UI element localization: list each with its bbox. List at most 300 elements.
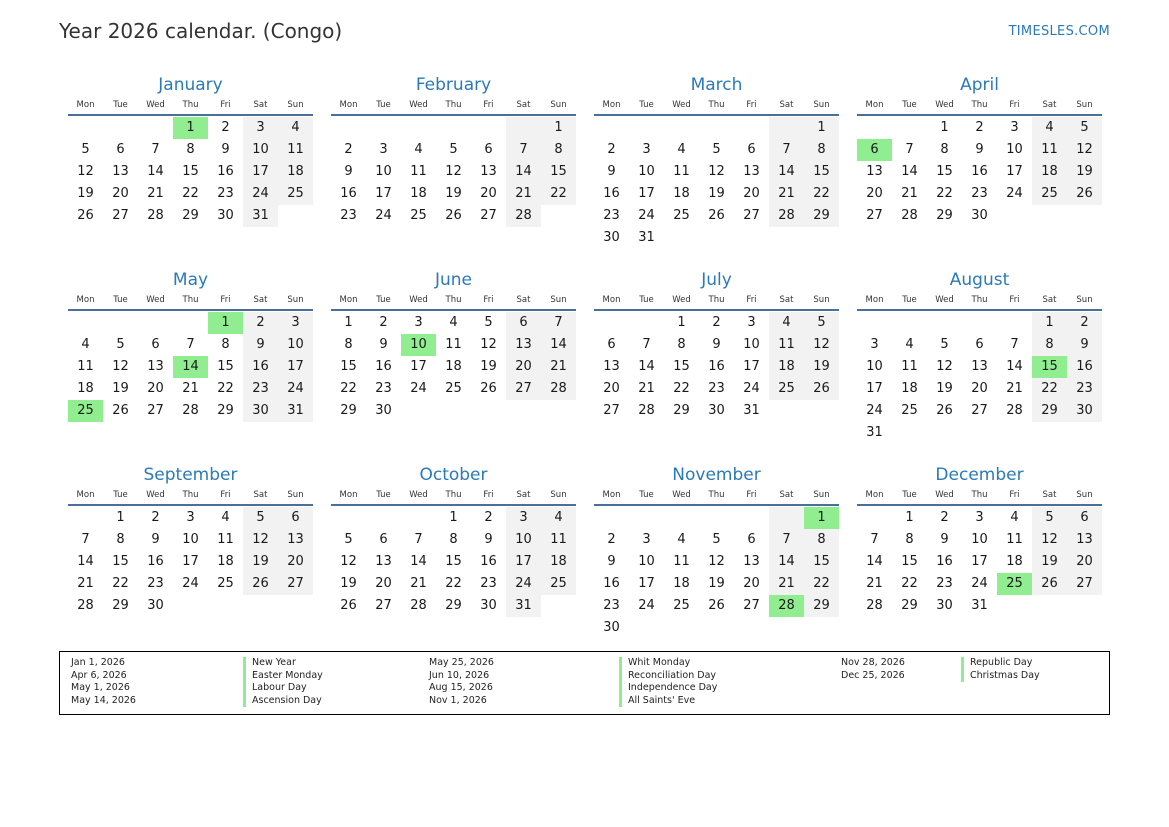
day-cell: 24 [743, 381, 760, 396]
legend-date-column [71, 657, 136, 707]
day-cell: 22 [340, 381, 357, 396]
day-cell: 30 [480, 598, 497, 613]
day-cell: 16 [603, 186, 620, 201]
weekday-header [857, 489, 1102, 506]
day-cell: 19 [340, 576, 357, 591]
day-cell: 15 [541, 161, 576, 183]
empty-cell [734, 117, 769, 139]
day-cell: 20 [112, 186, 129, 201]
day-cell: 6 [151, 337, 160, 352]
empty-cell [629, 312, 664, 334]
day-cell: 20 [480, 186, 497, 201]
day-cell: 7 [769, 139, 804, 161]
weekday-label: Sun [550, 295, 567, 305]
day-cell: 28 [410, 598, 427, 613]
day-cell: 25 [769, 378, 804, 400]
weekday-label: Sun [813, 295, 830, 305]
day-cell: 29 [804, 595, 839, 617]
month-title: November [672, 465, 761, 485]
weekday-label: Sat [779, 100, 794, 110]
day-cell: 31 [971, 598, 988, 613]
day-cell: 13 [278, 529, 313, 551]
day-cell: 24 [243, 183, 278, 205]
day-cell: 2 [379, 315, 388, 330]
day-cell: 28 [541, 378, 576, 400]
weekday-label: Sun [287, 100, 304, 110]
day-cell: 10 [243, 139, 278, 161]
day-cell: 3 [278, 312, 313, 334]
day-cell: 30 [708, 403, 725, 418]
month-title: December [935, 465, 1024, 485]
empty-cell [769, 507, 804, 529]
day-cell: 14 [901, 164, 918, 179]
day-cell: 14 [77, 554, 94, 569]
holiday-date: Apr 6, 2026 [71, 669, 127, 681]
month-title: April [960, 75, 999, 95]
day-cell: 15 [182, 164, 199, 179]
day-cell: 10 [743, 337, 760, 352]
weekday-label: Tue [639, 100, 654, 110]
day-cell: 27 [743, 598, 760, 613]
month-october [331, 464, 576, 659]
weekday-label: Wed [935, 490, 954, 500]
day-cell: 9 [975, 142, 984, 157]
day-cell: 11 [769, 334, 804, 356]
day-cell: 20 [743, 576, 760, 591]
day-cell: 9 [151, 532, 160, 547]
day-cell: 21 [901, 186, 918, 201]
day-cell: 31 [866, 425, 883, 440]
day-cell: 4 [449, 315, 458, 330]
holiday-day-cell: 25 [997, 573, 1032, 595]
weekday-label: Thu [971, 100, 988, 110]
page-title: Year 2026 calendar. (Congo) [59, 19, 343, 43]
day-cell: 10 [375, 164, 392, 179]
day-cell: 11 [673, 164, 690, 179]
day-cell: 18 [410, 186, 427, 201]
day-cell: 30 [147, 598, 164, 613]
weekday-label: Fri [1009, 100, 1020, 110]
day-cell: 13 [603, 359, 620, 374]
month-august [857, 269, 1102, 464]
day-cell: 30 [217, 208, 234, 223]
day-cell: 28 [182, 403, 199, 418]
day-cell: 29 [804, 205, 839, 227]
day-cell: 29 [901, 598, 918, 613]
weekday-label: Sat [516, 295, 531, 305]
day-cell: 6 [506, 312, 541, 334]
weekday-label: Wed [935, 295, 954, 305]
day-cell: 14 [506, 161, 541, 183]
day-cell: 24 [866, 403, 883, 418]
day-cell: 21 [182, 381, 199, 396]
day-cell: 11 [410, 164, 427, 179]
holiday-name: Reconciliation Day [619, 670, 717, 683]
day-cell: 5 [484, 315, 493, 330]
empty-cell [629, 507, 664, 529]
day-cell: 5 [804, 312, 839, 334]
day-grid [857, 312, 1102, 444]
day-cell: 10 [866, 359, 883, 374]
empty-cell [366, 507, 401, 529]
day-cell: 26 [77, 208, 94, 223]
weekday-label: Tue [639, 295, 654, 305]
day-cell: 21 [1006, 381, 1023, 396]
day-cell: 19 [1067, 161, 1102, 183]
weekday-label: Sat [779, 490, 794, 500]
weekday-label: Tue [113, 490, 128, 500]
weekday-label: Wed [672, 100, 691, 110]
day-cell: 8 [186, 142, 195, 157]
day-cell: 9 [607, 554, 616, 569]
day-cell: 11 [445, 337, 462, 352]
weekday-label: Sat [253, 295, 268, 305]
calendar-grid [68, 74, 1102, 659]
holiday-name: Easter Monday [243, 670, 323, 683]
day-cell: 26 [1032, 573, 1067, 595]
empty-cell [401, 117, 436, 139]
day-cell: 22 [217, 381, 234, 396]
empty-cell [664, 117, 699, 139]
day-cell: 4 [677, 532, 686, 547]
month-title: January [158, 75, 223, 95]
day-cell: 16 [217, 164, 234, 179]
month-title: July [701, 270, 732, 290]
day-cell: 4 [541, 507, 576, 529]
day-cell: 5 [1067, 117, 1102, 139]
day-cell: 19 [804, 356, 839, 378]
day-cell: 16 [375, 359, 392, 374]
day-cell: 8 [541, 139, 576, 161]
day-cell: 25 [217, 576, 234, 591]
day-cell: 11 [901, 359, 918, 374]
weekday-label: Thu [708, 100, 725, 110]
day-cell: 22 [541, 183, 576, 205]
day-cell: 20 [603, 381, 620, 396]
day-cell: 4 [905, 337, 914, 352]
day-cell: 27 [278, 573, 313, 595]
day-cell: 24 [638, 598, 655, 613]
day-cell: 6 [379, 532, 388, 547]
month-june [331, 269, 576, 464]
day-cell: 23 [340, 208, 357, 223]
holiday-day-cell: 1 [804, 507, 839, 529]
empty-cell [436, 117, 471, 139]
day-cell: 23 [1067, 378, 1102, 400]
day-cell: 18 [541, 551, 576, 573]
legend-date-column [429, 657, 494, 707]
day-cell: 22 [673, 381, 690, 396]
weekday-label: Mon [602, 490, 621, 500]
day-cell: 23 [243, 378, 278, 400]
day-cell: 16 [708, 359, 725, 374]
weekday-header [594, 99, 839, 116]
day-cell: 27 [866, 208, 883, 223]
day-cell: 12 [445, 164, 462, 179]
day-cell: 20 [375, 576, 392, 591]
day-cell: 2 [484, 510, 493, 525]
day-cell: 3 [379, 142, 388, 157]
month-title: May [172, 270, 209, 290]
day-cell: 1 [905, 510, 914, 525]
holiday-day-cell: 1 [173, 117, 208, 139]
weekday-label: Sat [253, 100, 268, 110]
day-cell: 16 [480, 554, 497, 569]
day-cell: 30 [375, 403, 392, 418]
empty-cell [103, 117, 138, 139]
day-cell: 7 [506, 139, 541, 161]
empty-cell [471, 117, 506, 139]
day-cell: 26 [708, 598, 725, 613]
day-cell: 23 [147, 576, 164, 591]
day-cell: 8 [804, 529, 839, 551]
day-grid [68, 312, 313, 422]
weekday-label: Mon [76, 100, 95, 110]
holiday-day-cell: 6 [857, 139, 892, 161]
day-cell: 8 [449, 532, 458, 547]
day-cell: 15 [340, 359, 357, 374]
day-cell: 5 [449, 142, 458, 157]
empty-cell [699, 507, 734, 529]
day-cell: 27 [743, 208, 760, 223]
month-title: October [419, 465, 488, 485]
weekday-label: Thu [182, 490, 199, 500]
weekday-header [331, 99, 576, 116]
empty-cell [594, 312, 629, 334]
day-cell: 19 [243, 551, 278, 573]
weekday-label: Sat [779, 295, 794, 305]
day-cell: 26 [1067, 183, 1102, 205]
day-cell: 31 [243, 205, 278, 227]
empty-cell [962, 312, 997, 334]
day-cell: 11 [278, 139, 313, 161]
holiday-name: Christmas Day [961, 670, 1040, 683]
weekday-label: Wed [146, 490, 165, 500]
weekday-label: Sat [516, 100, 531, 110]
day-cell: 20 [971, 381, 988, 396]
day-cell: 2 [151, 510, 160, 525]
day-cell: 12 [1032, 529, 1067, 551]
weekday-label: Sat [1042, 295, 1057, 305]
day-grid [68, 507, 313, 617]
day-cell: 14 [769, 161, 804, 183]
day-cell: 5 [712, 532, 721, 547]
day-cell: 12 [77, 164, 94, 179]
day-cell: 1 [344, 315, 353, 330]
day-cell: 31 [506, 595, 541, 617]
holiday-date: Jun 10, 2026 [429, 669, 490, 681]
day-cell: 12 [340, 554, 357, 569]
day-cell: 23 [971, 186, 988, 201]
day-grid [594, 117, 839, 249]
day-cell: 19 [112, 381, 129, 396]
weekday-label: Mon [865, 100, 884, 110]
day-cell: 3 [642, 532, 651, 547]
empty-cell [331, 507, 366, 529]
holiday-legend [59, 651, 1110, 715]
day-cell: 29 [182, 208, 199, 223]
day-cell: 3 [414, 315, 423, 330]
weekday-label: Tue [902, 490, 917, 500]
day-cell: 6 [1067, 507, 1102, 529]
day-cell: 15 [901, 554, 918, 569]
weekday-label: Sat [253, 490, 268, 500]
day-cell: 14 [541, 334, 576, 356]
empty-cell [857, 507, 892, 529]
day-cell: 8 [1032, 334, 1067, 356]
day-cell: 2 [975, 120, 984, 135]
day-cell: 17 [182, 554, 199, 569]
weekday-label: Sun [550, 490, 567, 500]
day-cell: 2 [243, 312, 278, 334]
day-cell: 8 [905, 532, 914, 547]
month-title: September [143, 465, 238, 485]
day-cell: 24 [971, 576, 988, 591]
weekday-label: Mon [865, 295, 884, 305]
day-cell: 14 [769, 551, 804, 573]
weekday-label: Thu [445, 490, 462, 500]
day-cell: 11 [77, 359, 94, 374]
day-cell: 2 [344, 142, 353, 157]
day-cell: 28 [1006, 403, 1023, 418]
empty-cell [892, 312, 927, 334]
holiday-name: Independence Day [619, 682, 717, 695]
day-cell: 1 [940, 120, 949, 135]
day-cell: 18 [217, 554, 234, 569]
day-cell: 2 [607, 532, 616, 547]
day-cell: 22 [1032, 378, 1067, 400]
day-cell: 13 [112, 164, 129, 179]
weekday-label: Thu [708, 490, 725, 500]
weekday-label: Sat [1042, 490, 1057, 500]
day-cell: 29 [217, 403, 234, 418]
day-grid [594, 507, 839, 639]
day-cell: 24 [182, 576, 199, 591]
day-cell: 23 [708, 381, 725, 396]
day-cell: 1 [804, 117, 839, 139]
day-cell: 28 [506, 205, 541, 227]
day-cell: 9 [344, 164, 353, 179]
weekday-label: Fri [746, 490, 757, 500]
day-cell: 7 [1010, 337, 1019, 352]
day-cell: 9 [940, 532, 949, 547]
holiday-date: May 25, 2026 [429, 657, 494, 668]
day-cell: 7 [414, 532, 423, 547]
day-cell: 9 [607, 164, 616, 179]
empty-cell [68, 507, 103, 529]
day-cell: 7 [642, 337, 651, 352]
day-cell: 27 [480, 208, 497, 223]
day-cell: 8 [116, 532, 125, 547]
weekday-label: Tue [902, 100, 917, 110]
day-cell: 13 [1067, 529, 1102, 551]
weekday-label: Tue [113, 295, 128, 305]
day-cell: 24 [506, 573, 541, 595]
day-cell: 19 [480, 359, 497, 374]
day-cell: 21 [541, 356, 576, 378]
day-cell: 17 [743, 359, 760, 374]
day-cell: 23 [603, 598, 620, 613]
day-cell: 1 [1032, 312, 1067, 334]
holiday-day-cell: 10 [401, 334, 436, 356]
day-cell: 4 [278, 117, 313, 139]
day-cell: 3 [506, 507, 541, 529]
day-cell: 17 [375, 186, 392, 201]
day-cell: 23 [603, 208, 620, 223]
day-cell: 30 [603, 620, 620, 635]
day-cell: 28 [866, 598, 883, 613]
day-cell: 4 [1032, 117, 1067, 139]
day-cell: 12 [480, 337, 497, 352]
day-cell: 29 [112, 598, 129, 613]
day-cell: 12 [936, 359, 953, 374]
weekday-label: Wed [146, 295, 165, 305]
day-cell: 22 [901, 576, 918, 591]
day-cell: 27 [506, 378, 541, 400]
month-title: February [415, 75, 492, 95]
day-cell: 25 [673, 208, 690, 223]
day-cell: 11 [541, 529, 576, 551]
legend-name-column [961, 657, 1040, 682]
day-cell: 17 [638, 576, 655, 591]
day-cell: 13 [971, 359, 988, 374]
month-november [594, 464, 839, 659]
day-cell: 17 [1006, 164, 1023, 179]
holiday-day-cell: 28 [769, 595, 804, 617]
day-cell: 29 [445, 598, 462, 613]
weekday-label: Mon [602, 100, 621, 110]
month-july [594, 269, 839, 464]
day-cell: 22 [804, 573, 839, 595]
day-cell: 21 [147, 186, 164, 201]
day-cell: 9 [1067, 334, 1102, 356]
day-cell: 27 [1067, 573, 1102, 595]
holiday-name: Labour Day [243, 682, 323, 695]
site-link[interactable]: TIMESLES.COM [1008, 24, 1110, 39]
weekday-label: Wed [409, 295, 428, 305]
day-cell: 24 [410, 381, 427, 396]
day-cell: 18 [278, 161, 313, 183]
day-cell: 26 [112, 403, 129, 418]
day-cell: 2 [940, 510, 949, 525]
day-cell: 17 [866, 381, 883, 396]
day-cell: 10 [638, 554, 655, 569]
weekday-label: Wed [672, 490, 691, 500]
day-grid [857, 507, 1102, 617]
day-cell: 5 [344, 532, 353, 547]
day-cell: 25 [901, 403, 918, 418]
weekday-label: Mon [339, 490, 358, 500]
day-cell: 23 [217, 186, 234, 201]
day-cell: 13 [506, 334, 541, 356]
day-cell: 26 [804, 378, 839, 400]
day-cell: 22 [804, 183, 839, 205]
day-cell: 18 [445, 359, 462, 374]
day-cell: 2 [607, 142, 616, 157]
month-february [331, 74, 576, 269]
day-cell: 14 [866, 554, 883, 569]
month-title: March [690, 75, 743, 95]
day-cell: 24 [375, 208, 392, 223]
empty-cell [997, 312, 1032, 334]
day-grid [857, 117, 1102, 227]
day-cell: 22 [112, 576, 129, 591]
weekday-header [68, 489, 313, 506]
empty-cell [664, 507, 699, 529]
day-cell: 30 [603, 230, 620, 245]
day-cell: 10 [1006, 142, 1023, 157]
weekday-label: Thu [971, 295, 988, 305]
